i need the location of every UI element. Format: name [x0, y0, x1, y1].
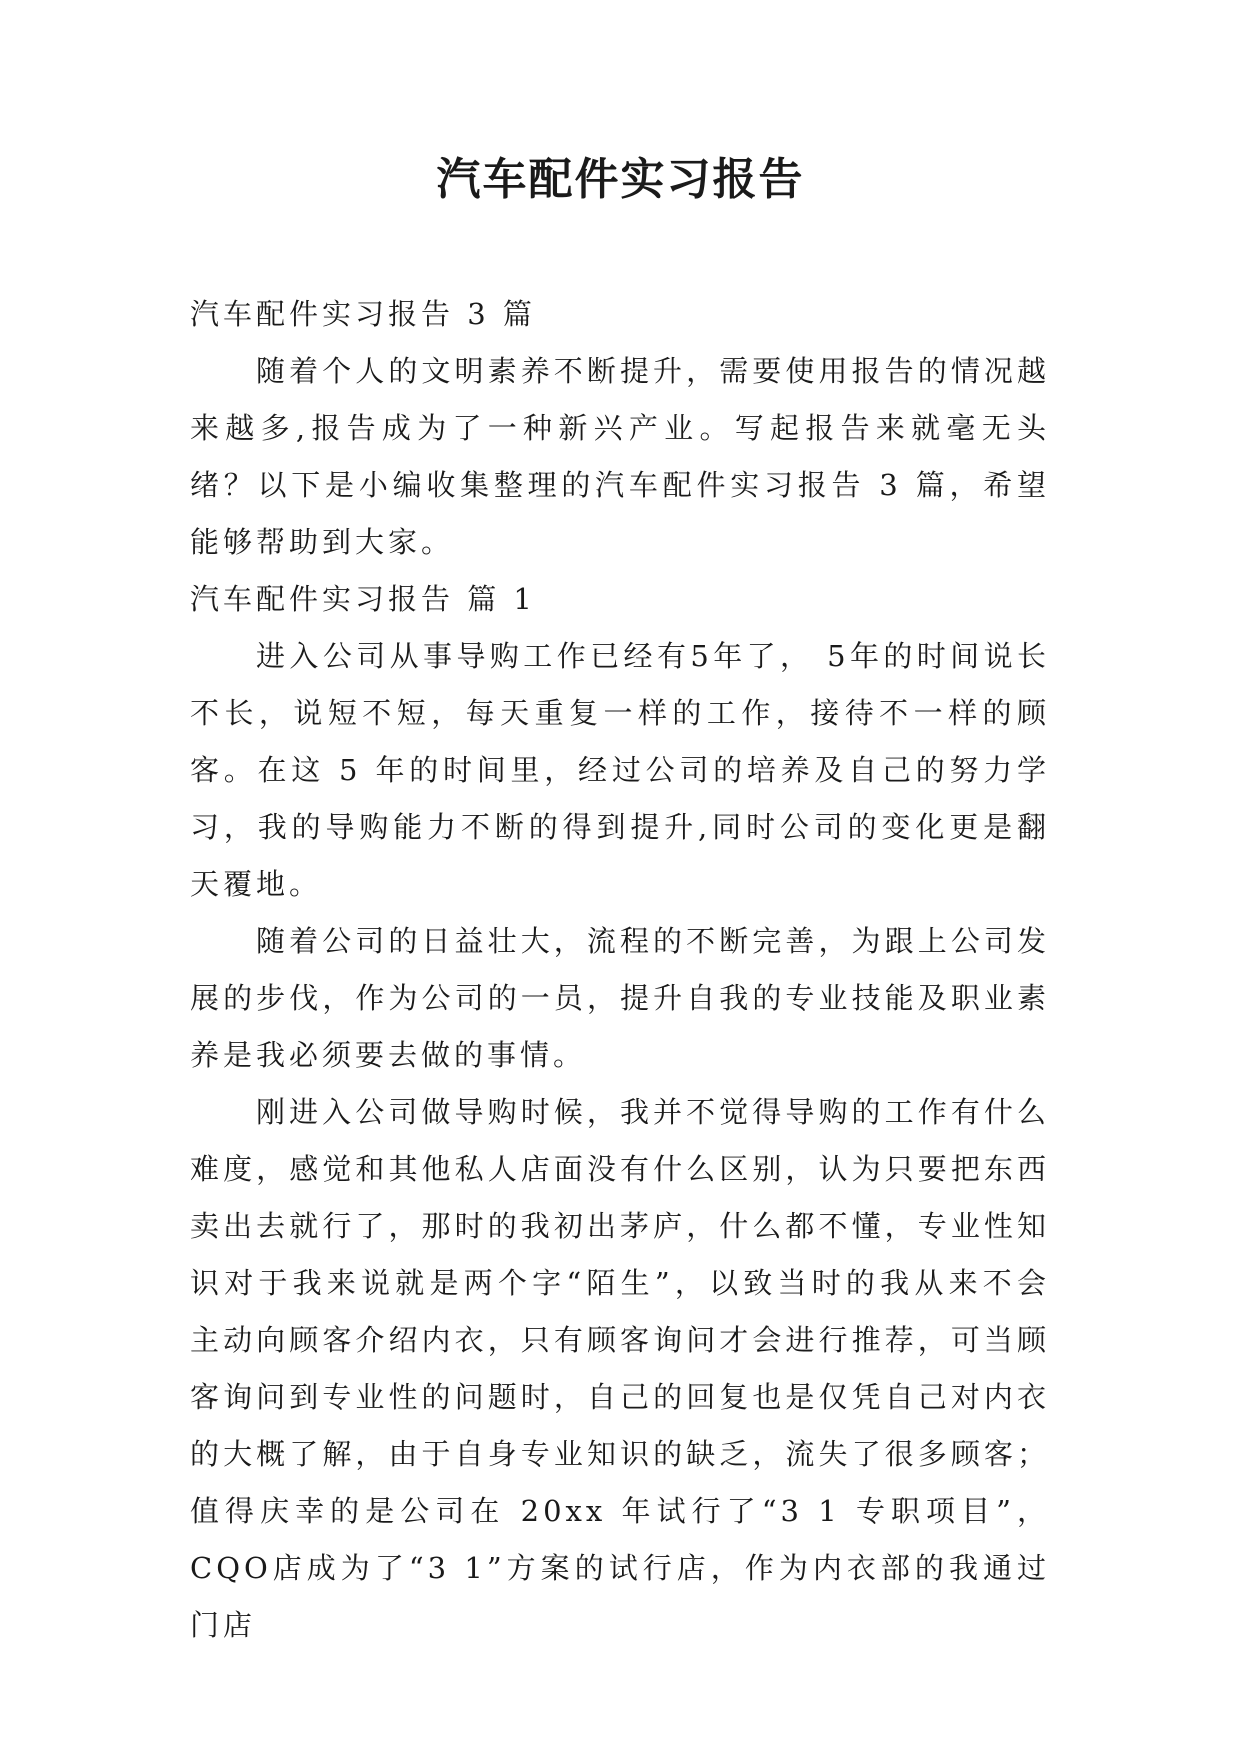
body-paragraph: 随着公司的日益壮大，流程的不断完善，为跟上公司发展的步伐，作为公司的一员，提升自我的专业技能及职业素养是我必须要去做的事情。 — [190, 924, 1050, 1072]
document-title: 汽车配件实习报告 — [436, 154, 805, 205]
section-heading: 汽车配件实习报告 篇 1 — [190, 582, 536, 616]
body-paragraph: 进入公司从事导购工作已经有5年了， 5年的时间说长不长，说短不短，每天重复一样的工作，接待不一样的顾客。在这 5 年的时间里，经过公司的培养及自己的努力学习，我的导购能力不断的得到提升,同时公司的变化更是翻天覆地。 — [190, 639, 1050, 901]
body-paragraph: 刚进入公司做导购时候，我并不觉得导购的工作有什么难度，感觉和其他私人店面没有什么区别，认为只要把东西卖出去就行了，那时的我初出茅庐，什么都不懂，专业性知识对于我来说就是两个字“陌生”，以致当时的我从来不会主动向顾客介绍内衣，只有顾客询问才会进行推荐，可当顾客询问到专业性的问题时，自己的回复也是仅凭自己对内衣的大概了解，由于自身专业知识的缺乏，流失了很多顾客；值得庆幸的是公司在 20xx 年试行了“3 1 专职项目”， CQO店成为了“3 1”方案的试行店，作为内衣部的我通过门店 — [190, 1095, 1050, 1642]
intro-paragraph: 随着个人的文明素养不断提升，需要使用报告的情况越来越多,报告成为了一种新兴产业。写起报告来就毫无头绪？以下是小编收集整理的汽车配件实习报告 3 篇，希望能够帮助到大家。 — [190, 354, 1050, 559]
document-body — [190, 286, 1050, 1654]
document-subtitle: 汽车配件实习报告 3 篇 — [190, 297, 536, 331]
